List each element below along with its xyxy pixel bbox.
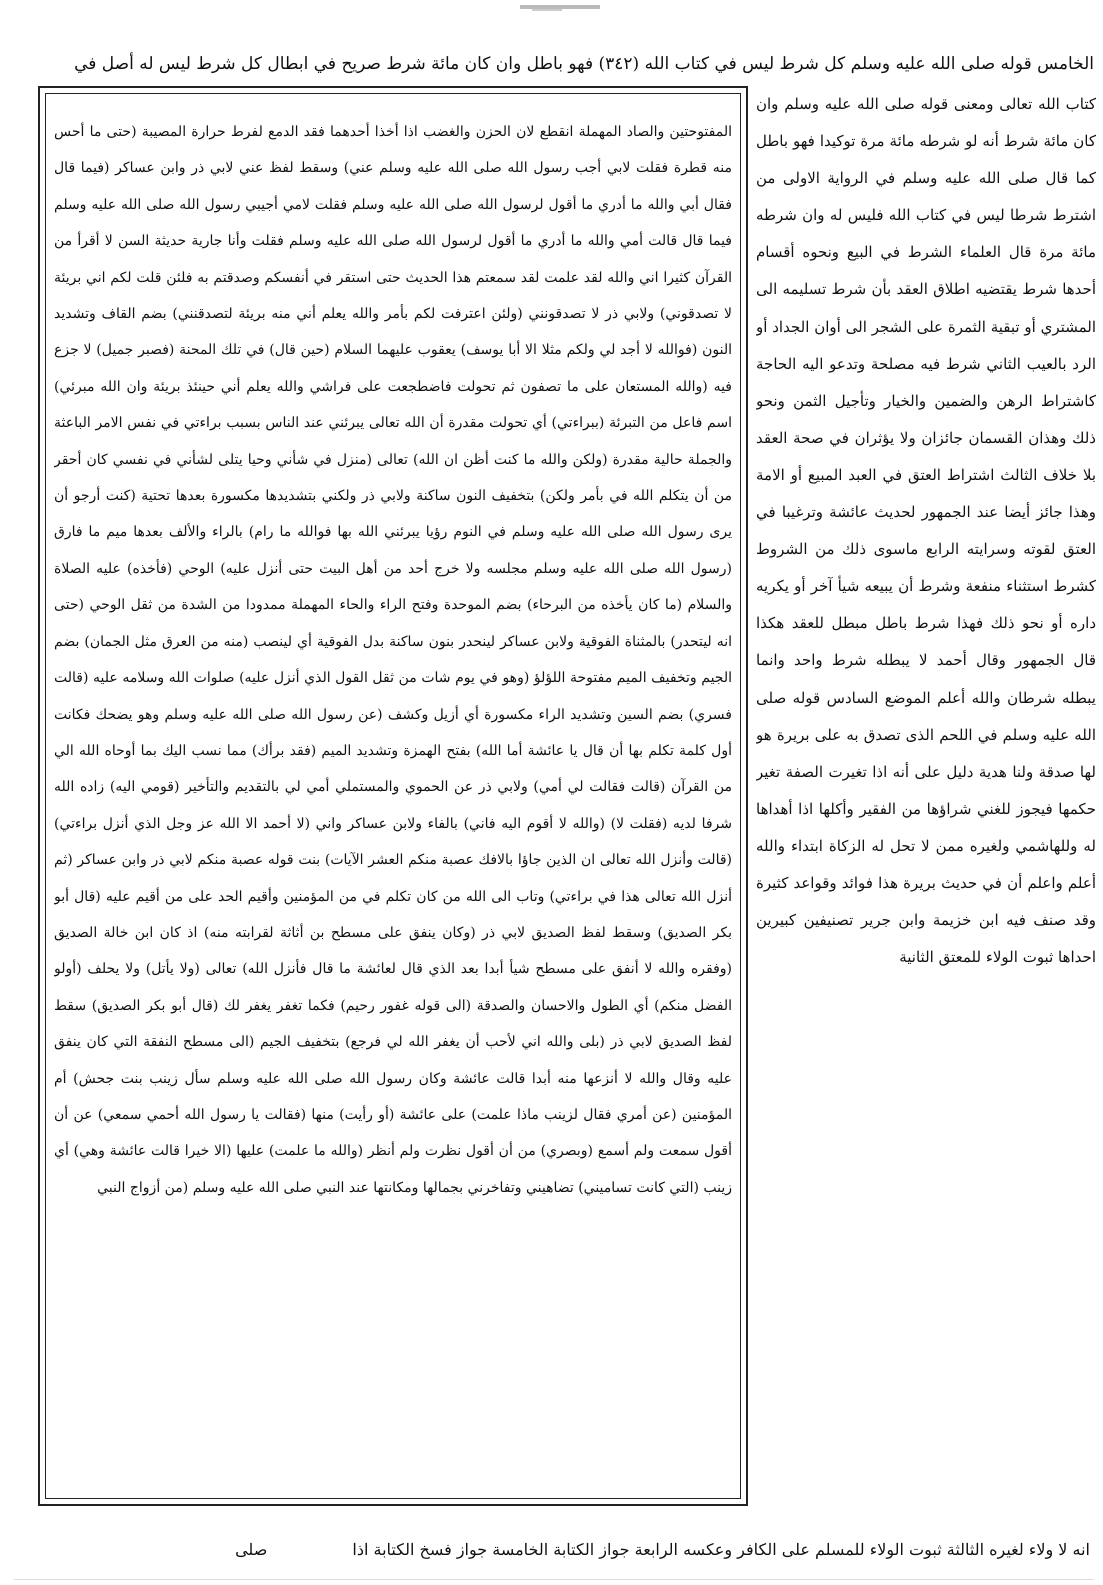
main-frame-inner <box>45 93 741 1499</box>
bottom-scan-edge <box>14 1566 1094 1568</box>
footer-line <box>120 1534 1090 1566</box>
catchword: صلى <box>235 1540 268 1559</box>
main-text: المفتوحتين والصاد المهملة انقطع لان الحزن والغضب اذا أخذا أحدهما فقد الدمع لفرط حرارة المصيبة (حتى ما أحس منه قطرة فقلت لابي أجب رسول الله صلى الله عليه وسلم عني) وسقط لفظ عني لابي ذر وابن عساكر (فيما قال فقال أبي والله ما أدري ما أقول لرسول الله صلى الله عليه وسلم فقلت لامي أجيبي رسول الله صلى الله عليه وسلم فيما قال قالت أمي والله ما أدري ما أقول لرسول الله صلى الله عليه وسلم فقلت وأنا جارية حديثة السن لا أقرأ من القرآن كثيرا اني والله لقد علمت لقد سمعتم هذا الحديث حتى استقر في أنفسكم وصدقتم به فلئن قلت لكم اني بريئة لا تصدقوني) ولابي ذر لا تصدقونني (ولئن اعترفت لكم بأمر والله يعلم أني منه بريئة لتصدقنني) بضم القاف وتشديد النون (فوالله لا أجد لي ولكم مثلا الا أبا يوسف) يعقوب عليهما السلام (حين قال) في تلك المحنة (فصبر جميل) لا جزع فيه (والله المستعان على ما تصفون ثم تحولت فاضطجعت على فراشي والله يعلم أني حينئذ بريئة وان الله مبرئي) اسم فاعل من التبرئة (ببراءتي) أي تحولت مقدرة أن الله تعالى يبرئني عند الناس بسبب براءتي في نفس الامر الباعثة والجملة حالية مقدرة (ولكن والله ما كنت أظن ان الله) تعالى (منزل في شأني وحيا يتلى لشأني في نفسي كان أحقر من أن يتكلم الله في بأمر ولكن) بتخفيف النون ساكنة ولابي ذر ولكني بتشديدها مكسورة بعدها تحتية (كنت أرجو أن يرى رسول الله صلى الله عليه وسلم في النوم رؤيا يبرئني الله بها فوالله ما رام) بالراء والألف بعدها ميم ما فارق (رسول الله صلى الله عليه وسلم مجلسه ولا خرج أحد من أهل البيت حتى أنزل عليه) الوحي (فأخذه) عليه الصلاة والسلام (ما كان يأخذه من البرحاء) بضم الموحدة وفتح الراء والحاء المهملة ممدودا من الشدة من ثقل الوحي (حتى انه ليتحدر) بالمثناة الفوقية ولابن عساكر لينحدر بنون ساكنة بدل الفوقية أي لينصب (منه من العرق مثل الجمان) بضم الجيم وتخفيف الميم مفتوحة اللؤلؤ (وهو في يوم شات من ثقل القول الذي أنزل عليه) صلوات الله وسلامه عليه (قالت فسري) بضم السين وتشديد الراء مكسورة أي أزيل وكشف (عن رسول الله صلى الله عليه وسلم وهو يضحك فكانت أول كلمة تكلم بها أن قال يا عائشة أما الله) بفتح الهمزة وتشديد الميم (فقد برأك) مما نسب اليك بما أوحاه الله الي من القرآن (قالت فقالت لي أمي) ولابي ذر عن الحموي والمستملي أمي لي بالتقديم والتأخير (قومي اليه) زاده الله شرفا لديه (فقلت لا) (والله لا أقوم اليه فاني) بالفاء ولابن عساكر واني (لا أحمد الا الله عز وجل الذي أنزل براءتي) (قالت وأنزل الله تعالى ان الذين جاؤا بالافك عصبة منكم العشر الآيات) بنت قوله عصبة منكم لابي ذر وابن عساكر (ثم أنزل الله تعالى هذا في براءتي) وتاب الى الله من كان تكلم في من المؤمنين وأقيم الحد على من أقيم عليه (قال أبو بكر الصديق) وسقط لفظ الصديق لابي ذر (وكان ينفق على مسطح بن أثاثة لقرابته منه) اذ كان ابن خالة الصديق (وفقره والله لا أنفق على مسطح شيأ أبدا بعد الذي قال لعائشة ما قال فأنزل الله) تعالى (ولا يأتل) ولا يحلف (أولو الفضل منكم) أي الطول والاحسان والصدقة (الى قوله غفور رحيم) فكما تغفر يغفر لك (قال أبو بكر الصديق) سقط لفظ الصديق لابي ذر (بلى والله اني لأحب أن يغفر الله لي فرجع) بتخفيف الجيم (الى مسطح النفقة التي كان ينفق عليه وقال والله لا أنزعها منه أبدا قالت عائشة وكان رسول الله صلى الله عليه وسلم سأل زينب بنت جحش) أم المؤمنين (عن أمري فقال لزينب ماذا علمت) على عائشة (أو رأيت) منها (فقالت يا رسول الله أحمي سمعي) عن أن أقول سمعت ولم أسمع (وبصري) من أن أقول نظرت ولم أنظر (والله ما علمت) عليها (الا خيرا قالت عائشة وهي) أي زينب (التي كانت تساميني) تضاهيني وتفاخرني بجمالها ومكانتها عند النبي صلى الله عليه وسلم (من أزواج النبي <box>54 124 732 1196</box>
running-header: الخامس قوله صلى الله عليه وسلم كل شرط ليس في كتاب الله (٣٤٢) فهو باطل وان كان مائة شرط صريح في ابطال كل شرط ليس له أصل في <box>74 54 1094 74</box>
scan-mark <box>520 0 600 10</box>
footer-text: انه لا ولاء لغيره الثالثة ثبوت الولاء للمسلم على الكافر وعكسه الرابعة جواز الكتابة الخامسة جواز فسخ الكتابة اذا <box>352 1540 1090 1559</box>
side-commentary: كتاب الله تعالى ومعنى قوله صلى الله عليه وسلم وان كان مائة شرط أنه لو شرطه مائة مرة توكيدا فهو باطل كما قال صلى الله عليه وسلم في الرواية الاولى من اشترط شرطا ليس في كتاب الله فليس له وان شرطه مائة مرة قال العلماء الشرط في البيع ونحوه أقسام أحدها شرط يقتضيه اطلاق العقد بأن شرط تسليمه الى المشتري أو تبقية الثمرة على الشجر الى أوان الجداد أو الرد بالعيب الثاني شرط فيه مصلحة وتدعو اليه الحاجة كاشتراط الرهن والضمين والخيار وتأجيل الثمن ونحو ذلك وهذان القسمان جائزان ولا يؤثران في صحة العقد بلا خلاف الثالث اشتراط العتق في العبد المبيع أو الامة وهذا جائز أيضا عند الجمهور لحديث عائشة وترغيبا في العتق لقوته وسرايته الرابع ماسوى ذلك من الشروط كشرط استثناء منفعة وشرط أن يبيعه شيأ آخر أو يكريه داره أو نحو ذلك فهذا شرط باطل مبطل للعقد هكذا قال الجمهور وقال أحمد لا يبطله شرط واحد وانما يبطله شرطان والله أعلم الموضع السادس قوله صلى الله عليه وسلم في اللحم الذى تصدق به على بريرة هو لها صدقة ولنا هدية دليل على أنه اذا تغيرت الصفة تغير حكمها فيجوز للغني شراؤها من الفقير وأكلها اذا أهداها له وللهاشمي ولغيره ممن لا تحل له الزكاة ابتداء والله أعلم واعلم أن في حديث بريرة هذا فوائد وقواعد كثيرة وقد صنف فيه ابن خزيمة وابن جرير تصنيفين كبيرين احداها ثبوت الولاء للمعتق الثانية <box>756 95 1096 967</box>
main-frame <box>38 86 748 1506</box>
